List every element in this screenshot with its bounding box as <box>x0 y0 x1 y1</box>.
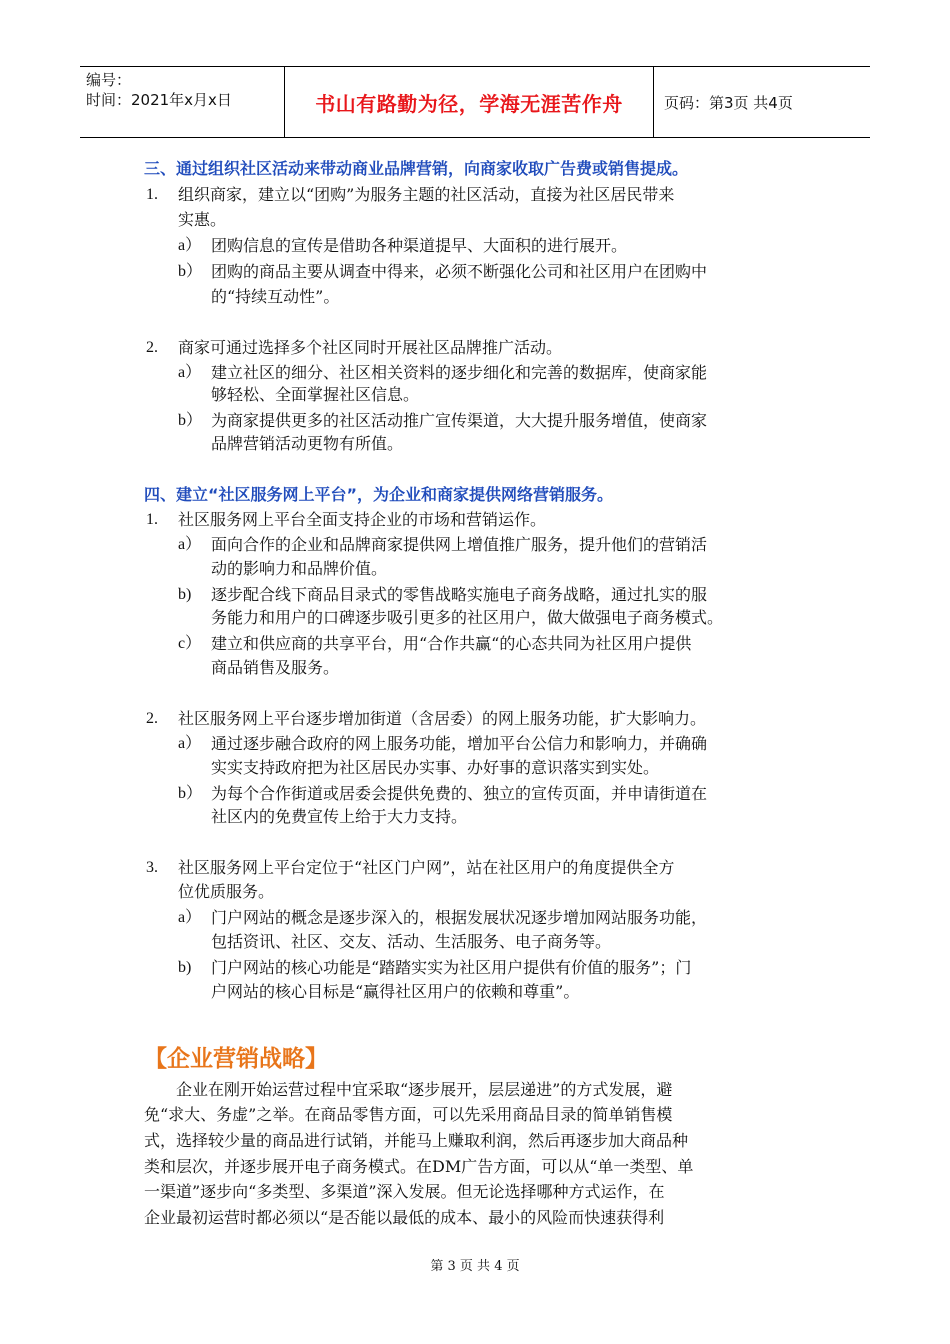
sub-item-mark: a） <box>178 237 202 254</box>
item-number: 2. <box>146 710 158 727</box>
sub-item-text: 面向合作的企业和品牌商家提供网上增值推广服务，提升他们的营销活 <box>211 535 708 554</box>
sub-item-text: 为商家提供更多的社区活动推广宣传渠道，大大提升服务增值，使商家 <box>211 411 708 430</box>
sub-item-mark: c） <box>178 635 202 652</box>
sub-item-text: 动的影响力和品牌价值。 <box>211 559 388 578</box>
item-number: 2. <box>146 339 158 356</box>
code-label: 编号： <box>86 71 132 89</box>
strategy-line: 式，选择较少量的商品进行试销，并能马上赚取利润，然后再逐步加大商品种 <box>144 1131 689 1150</box>
sub-item-mark: b) <box>178 586 192 603</box>
sub-item-text: 商品销售及服务。 <box>211 658 340 677</box>
sub-item-text: 包括资讯、社区、交友、活动、生活服务、电子商务等。 <box>211 932 612 951</box>
sub-item-mark: b） <box>178 785 203 802</box>
strategy-line: 企业在刚开始运营过程中宜采取“逐步展开，层层递进”的方式发展，避 <box>176 1080 673 1099</box>
header-page-label: 页码：第3页 共4页 <box>664 93 793 112</box>
section-3-heading: 三、通过组织社区活动来带动商业品牌营销，向商家收取广告费或销售提成。 <box>144 159 689 178</box>
sub-item-text: 够轻松、全面掌握社区信息。 <box>211 385 420 404</box>
item-number: 1. <box>146 186 158 203</box>
item-text: 组织商家，建立以“团购”为服务主题的社区活动，直接为社区居民带来 <box>178 185 675 204</box>
sub-item-text: 务能力和用户的口碑逐步吸引更多的社区用户，做大做强电子商务模式。 <box>211 608 724 627</box>
strategy-line: 一渠道”逐步向“多类型、多渠道”深入发展。但无论选择哪种方式运作，在 <box>144 1182 665 1201</box>
sub-item-mark: a） <box>178 364 202 381</box>
sub-item-mark: b） <box>178 263 203 280</box>
page-footer: 第 3 页 共 4 页 <box>430 1259 520 1274</box>
sub-item-text: 门户网站的核心功能是“踏踏实实为社区用户提供有价值的服务”；门 <box>211 958 692 977</box>
item-text: 社区服务网上平台全面支持企业的市场和营销运作。 <box>178 510 547 529</box>
sub-item-text: 团购的商品主要从调查中得来，必须不断强化公司和社区用户在团购中 <box>211 262 708 281</box>
sub-item-text: 为每个合作街道或居委会提供免费的、独立的宣传页面，并申请街道在 <box>211 784 708 803</box>
item-number: 3. <box>146 859 158 876</box>
sub-item-text: 建立和供应商的共享平台，用“合作共赢“的心态共同为社区用户提供 <box>211 634 692 653</box>
sub-item-text: 户网站的核心目标是“赢得社区用户的依赖和尊重”。 <box>211 982 580 1001</box>
sub-item-text: 实实支持政府把为社区居民办实事、办好事的意识落实到实处。 <box>211 758 660 777</box>
sub-item-text: 逐步配合线下商品目录式的零售战略实施电子商务战略，通过扎实的服 <box>211 585 708 604</box>
section-4-heading: 四、建立“社区服务网上平台”，为企业和商家提供网络营销服务。 <box>144 485 614 504</box>
item-text: 社区服务网上平台定位于“社区门户网”，站在社区用户的角度提供全方 <box>178 858 675 877</box>
sub-item-mark: b) <box>178 959 192 976</box>
sub-item-text: 通过逐步融合政府的网上服务功能，增加平台公信力和影响力，并确确 <box>211 734 708 753</box>
sub-item-mark: a） <box>178 536 202 553</box>
sub-item-mark: a） <box>178 909 202 926</box>
sub-item-mark: a） <box>178 735 202 752</box>
sub-item-text: 团购信息的宣传是借助各种渠道提早、大面积的进行展开。 <box>211 236 628 255</box>
item-text: 实惠。 <box>178 210 227 229</box>
header-meta <box>80 67 285 137</box>
item-text: 位优质服务。 <box>178 882 275 901</box>
item-number: 1. <box>146 511 158 528</box>
sub-item-text: 的“持续互动性”。 <box>211 287 340 306</box>
sub-item-mark: b） <box>178 412 203 429</box>
sub-item-text: 社区内的免费宣传上给于大力支持。 <box>211 807 468 826</box>
strategy-line: 企业最初运营时都必须以“是否能以最低的成本、最小的风险而快速获得利 <box>144 1208 665 1227</box>
page-header <box>80 66 870 138</box>
date-label: 时间：2021年x月x日 <box>86 91 232 109</box>
sub-item-text: 门户网站的概念是逐步深入的，根据发展状况逐步增加网站服务功能， <box>211 908 708 927</box>
header-motto: 书山有路勤为径，学海无涯苦作舟 <box>285 67 654 137</box>
strategy-line: 类和层次，并逐步展开电子商务模式。在DM广告方面，可以从“单一类型、单 <box>144 1157 694 1176</box>
strategy-title: 【企业营销战略】 <box>144 1046 328 1072</box>
item-text: 商家可通过选择多个社区同时开展社区品牌推广活动。 <box>178 338 563 357</box>
strategy-line: 免“求大、务虚”之举。在商品零售方面，可以先采用商品目录的简单销售模 <box>144 1105 673 1124</box>
item-text: 社区服务网上平台逐步增加街道（含居委）的网上服务功能，扩大影响力。 <box>178 709 707 728</box>
sub-item-text: 建立社区的细分、社区相关资料的逐步细化和完善的数据库，使商家能 <box>211 363 708 382</box>
sub-item-text: 品牌营销活动更物有所值。 <box>211 434 404 453</box>
